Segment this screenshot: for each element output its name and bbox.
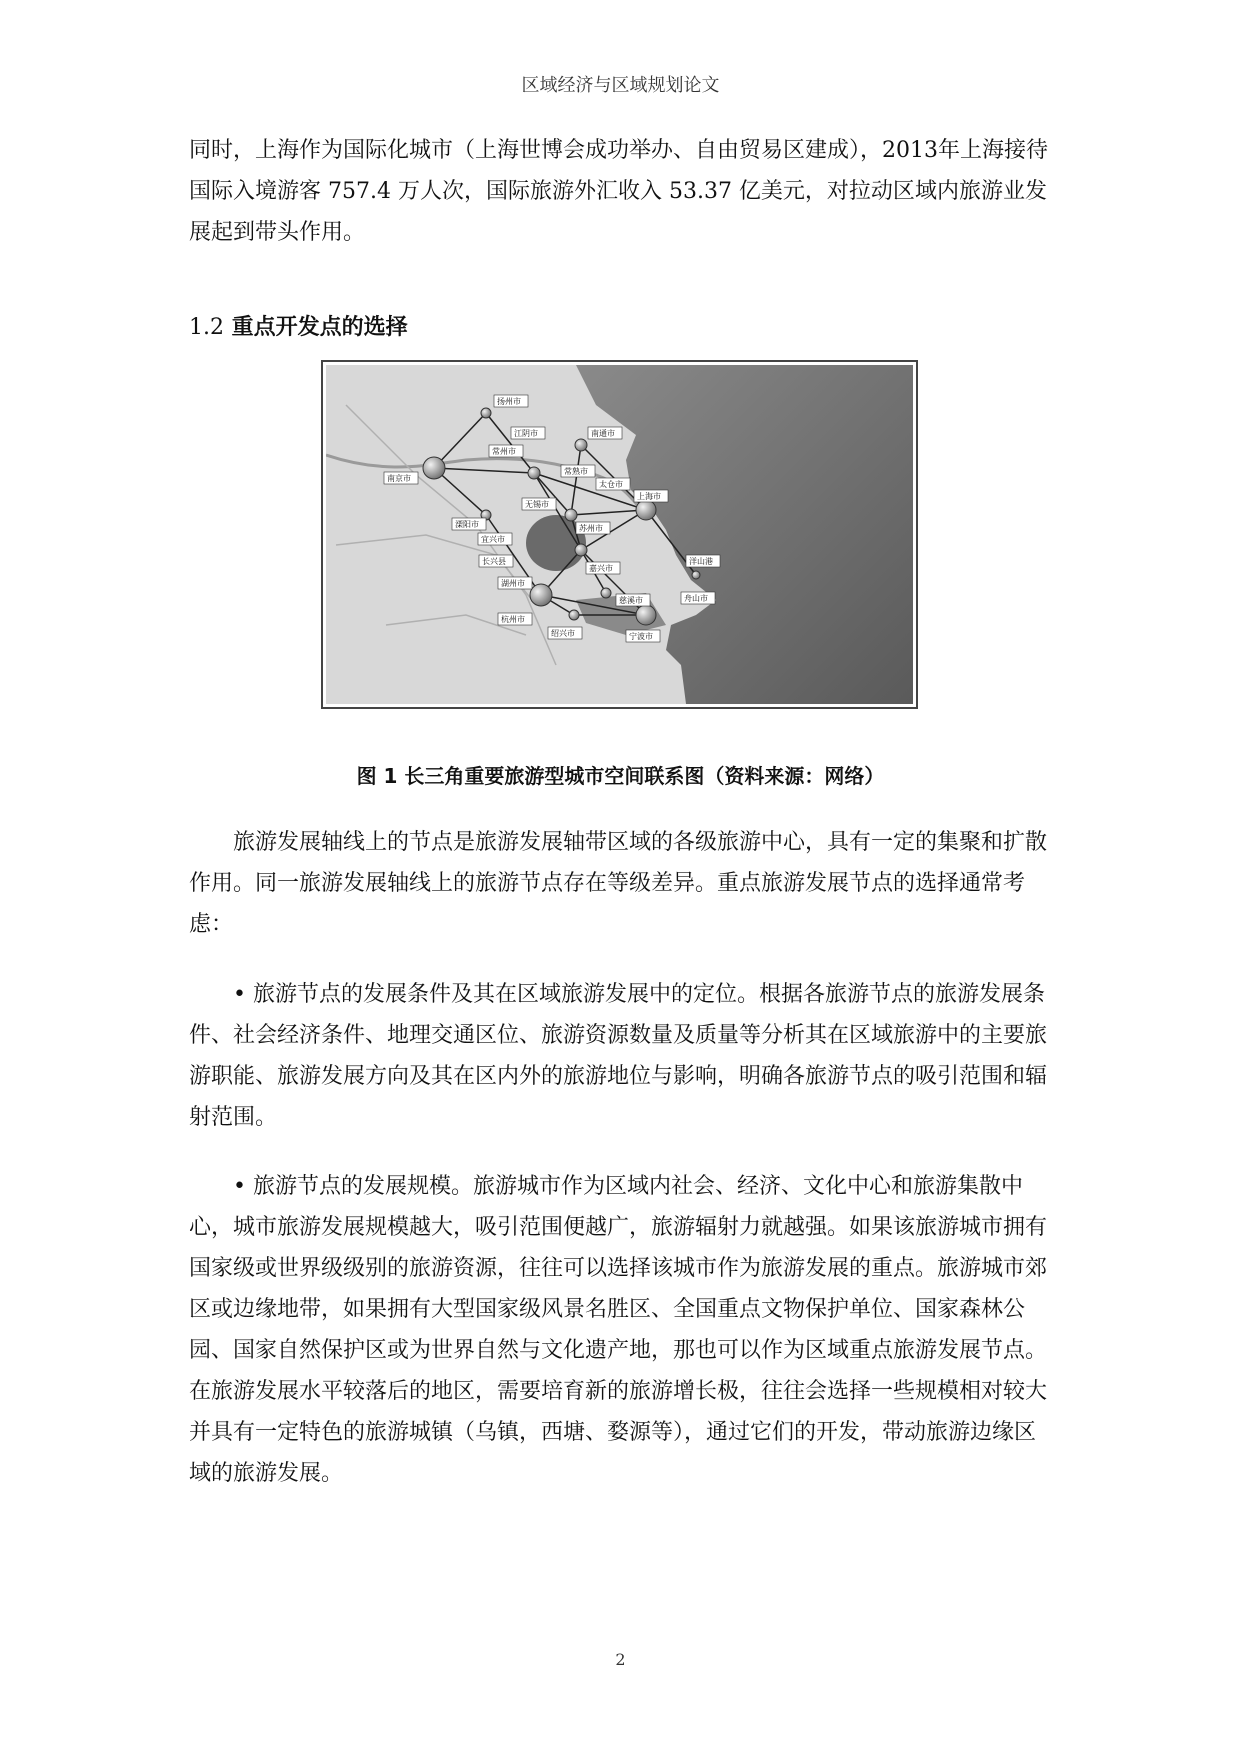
label-nantong: 南通市 <box>591 429 615 438</box>
node-nantong <box>575 439 587 451</box>
label-cixi: 慈溪市 <box>619 596 643 605</box>
paragraph-shanghai-intl: 同时，上海作为国际化城市（上海世博会成功举办、自由贸易区建成），2013年上海接待国际入境游客 757.4 万人次，国际旅游外汇收入 53.37 亿美元，对拉动区域内旅游业发展起到带头作用。 <box>189 138 1048 245</box>
node-changzhou <box>528 467 540 479</box>
label-yangzhou: 扬州市 <box>497 397 521 406</box>
label-jiangyin: 江阴市 <box>514 429 538 438</box>
node-ningbo <box>636 605 656 625</box>
node-wuxi <box>565 509 577 521</box>
paragraph-nodes-intro: 旅游发展轴线上的节点是旅游发展轴带区域的各级旅游中心，具有一定的集聚和扩散作用。同一旅游发展轴线上的旅游节点存在等级差异。重点旅游发展节点的选择通常考虑： <box>189 830 1048 937</box>
label-suzhou: 苏州市 <box>579 524 603 533</box>
label-zhoushan: 舟山市 <box>684 594 708 603</box>
label-yixing: 宜兴市 <box>481 535 505 544</box>
label-shaoxing: 绍兴市 <box>551 629 575 638</box>
paragraph-bullet-scale: • 旅游节点的发展规模。旅游城市作为区域内社会、经济、文化中心和旅游集散中心，城市旅游发展规模越大，吸引范围便越广，旅游辐射力就越强。如果该旅游城市拥有国家级或世界级级别的旅游资源，往往可以选择该城市作为旅游发展的重点。旅游城市郊区或边缘地带，如果拥有大型国家级风景名胜区、全国重点文物保护单位、国家森林公园、国家自然保护区或为世界自然与文化遗产地，那也可以作为区域重点旅游发展节点。在旅游发展水平较落后的地区，需要培育新的旅游增长极，往往会选择一些规模相对较大并具有一定特色的旅游城镇（乌镇，西塘、婺源等），通过它们的开发，带动旅游边缘区域的旅游发展。 <box>189 1174 1048 1486</box>
node-suzhou <box>575 544 587 556</box>
node-yangshan <box>692 571 700 579</box>
label-ningbo: 宁波市 <box>629 632 653 641</box>
label-changxing: 长兴县 <box>482 557 506 566</box>
figure-caption: 图 1 长三角重要旅游型城市空间联系图（资料来源：网络） <box>356 764 885 788</box>
node-shaoxing <box>569 610 579 620</box>
page-header: 区域经济与区域规划论文 <box>521 75 720 96</box>
label-changzhou: 常州市 <box>492 447 516 456</box>
label-taicang: 太仓市 <box>599 480 623 489</box>
label-wuxi: 无锡市 <box>525 500 549 509</box>
figure-map <box>321 360 918 709</box>
label-yangshan: 洋山港 <box>689 557 713 566</box>
paragraph-bullet-conditions: • 旅游节点的发展条件及其在区域旅游发展中的定位。根据各旅游节点的旅游发展条件、社会经济条件、地理交通区位、旅游资源数量及质量等分析其在区域旅游中的主要旅游职能、旅游发展方向及其在区内外的旅游地位与影响，明确各旅游节点的吸引范围和辐射范围。 <box>189 982 1048 1130</box>
label-jiaxing: 嘉兴市 <box>589 564 613 573</box>
node-jiaxing <box>601 588 611 598</box>
node-yangzhou <box>481 408 491 418</box>
label-changshu: 常熟市 <box>564 467 588 476</box>
section-number: 1.2 <box>189 315 224 340</box>
node-shanghai <box>636 500 656 520</box>
section-heading <box>189 310 408 341</box>
label-hangzhou: 杭州市 <box>501 615 525 624</box>
label-nanjing: 南京市 <box>387 474 411 483</box>
section-title: 重点开发点的选择 <box>231 315 408 340</box>
label-huzhou: 湖州市 <box>501 579 525 588</box>
node-hangzhou <box>530 584 552 606</box>
yangtze-delta-map <box>326 365 913 704</box>
label-shanghai: 上海市 <box>637 492 661 501</box>
label-liyang: 溧阳市 <box>455 520 479 529</box>
page-number: 2 <box>615 1650 626 1669</box>
node-nanjing <box>423 457 445 479</box>
